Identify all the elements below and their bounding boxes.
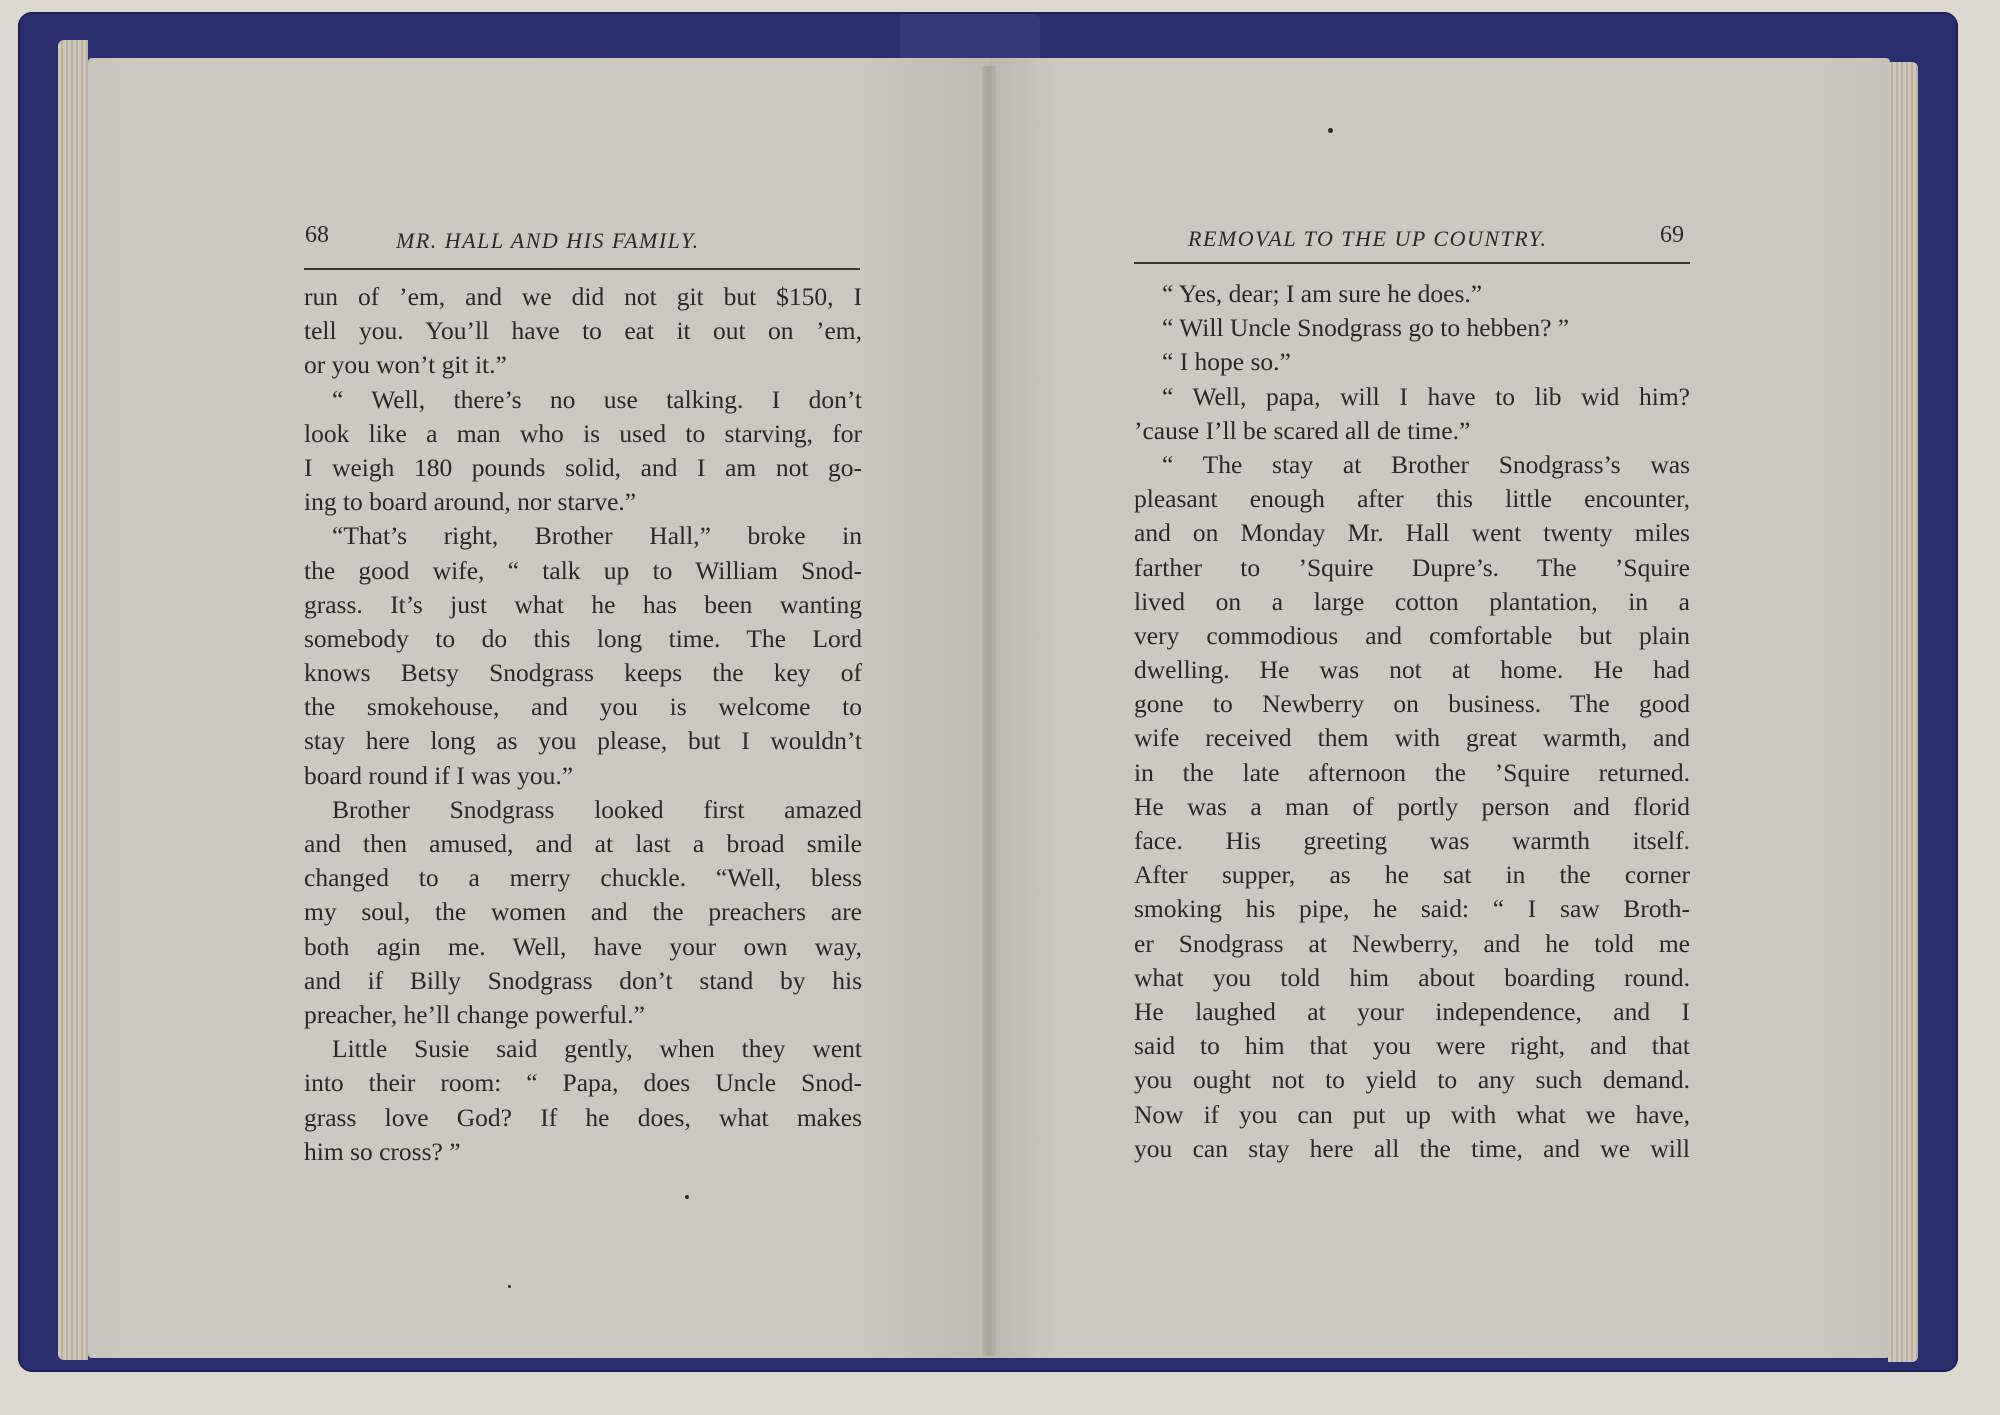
left-header-rule bbox=[304, 268, 860, 270]
text-line: and if Billy Snodgrass don’t stand by his bbox=[304, 965, 862, 995]
text-line: lived on a large cotton plantation, in a bbox=[1134, 586, 1690, 616]
text-line: stay here long as you please, but I wouldn’t bbox=[304, 726, 862, 756]
text-line: preacher, he’ll change powerful.” bbox=[304, 999, 645, 1029]
text-line: the good wife, “ talk up to William Snod- bbox=[304, 555, 862, 585]
text-line: gone to Newberry on business. The good bbox=[1134, 689, 1690, 719]
text-line: “ Will Uncle Snodgrass go to hebben? ” bbox=[1162, 313, 1570, 343]
library-stamp bbox=[1878, 410, 1902, 990]
text-line: both agin me. Well, have your own way, bbox=[304, 931, 862, 961]
text-line: “ Yes, dear; I am sure he does.” bbox=[1162, 279, 1483, 308]
text-line: look like a man who is used to starving, for bbox=[304, 418, 862, 448]
left-page-edges bbox=[58, 40, 88, 1360]
text-line: wife received them with great warmth, and bbox=[1134, 723, 1690, 753]
text-line: “ I hope so.” bbox=[1162, 347, 1291, 377]
text-line: said to him that you were right, and that bbox=[1134, 1031, 1690, 1061]
text-line: grass. It’s just what he has been wanting bbox=[304, 589, 862, 619]
text-line: knows Betsy Snodgrass keeps the key of bbox=[304, 658, 862, 688]
text-line: ing to board around, nor starve.” bbox=[304, 487, 637, 517]
text-line: into their room: “ Papa, does Uncle Snod- bbox=[304, 1068, 862, 1098]
text-line: him so cross? ” bbox=[304, 1136, 461, 1166]
text-line: run of ’em, and we did not git but $150, I bbox=[304, 282, 862, 311]
text-line: face. His greeting was warmth itself. bbox=[1134, 826, 1690, 855]
left-page-body bbox=[304, 280, 862, 1169]
right-page-number: 69 bbox=[1660, 222, 1684, 248]
text-line: and then amused, and at last a broad smile bbox=[304, 829, 862, 858]
text-line: board round if I was you.” bbox=[304, 760, 574, 790]
text-line: dwelling. He was not at home. He had bbox=[1134, 655, 1690, 685]
text-line: you can stay here all the time, and we will bbox=[1134, 1133, 1690, 1163]
text-line: you ought not to yield to any such demand. bbox=[1134, 1065, 1690, 1095]
left-running-head: MR. HALL AND HIS FAMILY. bbox=[396, 228, 700, 253]
text-line: “ Well, there’s no use talking. I don’t bbox=[332, 384, 862, 414]
text-line: or you won’t git it.” bbox=[304, 350, 507, 380]
text-line: He was a man of portly person and florid bbox=[1134, 791, 1690, 821]
text-line: ’cause I’ll be scared all de time.” bbox=[1134, 415, 1471, 445]
paper-speck bbox=[685, 1195, 689, 1199]
text-line: grass love God? If he does, what makes bbox=[304, 1102, 862, 1132]
text-line: “ Well, papa, will I have to lib wid him? bbox=[1162, 381, 1690, 411]
left-page-number: 68 bbox=[305, 222, 329, 248]
text-line: smoking his pipe, he said: “ I saw Broth- bbox=[1134, 894, 1690, 924]
text-line: He laughed at your independence, and I bbox=[1134, 996, 1690, 1026]
text-line: and on Monday Mr. Hall went twenty miles bbox=[1134, 518, 1690, 548]
right-running-head: REMOVAL TO THE UP COUNTRY. bbox=[1188, 226, 1548, 251]
text-line: very commodious and comfortable but plain bbox=[1134, 620, 1690, 650]
text-line: Now if you can put up with what we have, bbox=[1134, 1099, 1690, 1129]
gutter bbox=[982, 66, 996, 1356]
text-line: in the late afternoon the ’Squire returned. bbox=[1134, 757, 1690, 787]
right-header-rule bbox=[1134, 262, 1690, 264]
text-line: “That’s right, Brother Hall,” broke in bbox=[332, 521, 862, 551]
text-line: my soul, the women and the preachers are bbox=[304, 897, 862, 927]
text-line: what you told him about boarding round. bbox=[1134, 962, 1690, 992]
text-line: Brother Snodgrass looked first amazed bbox=[332, 794, 862, 824]
right-page-body bbox=[1134, 277, 1690, 1166]
text-line: “ The stay at Brother Snodgrass’s was bbox=[1162, 449, 1690, 479]
text-line: changed to a merry chuckle. “Well, bless bbox=[304, 863, 862, 893]
paper-speck bbox=[1328, 128, 1333, 133]
text-line: farther to ’Squire Dupre’s. The ’Squire bbox=[1134, 552, 1690, 582]
text-line: tell you. You’ll have to eat it out on ’em, bbox=[304, 316, 862, 346]
text-line: er Snodgrass at Newberry, and he told me bbox=[1134, 928, 1690, 958]
text-line: I weigh 180 pounds solid, and I am not go- bbox=[304, 452, 862, 482]
text-line: Little Susie said gently, when they went bbox=[332, 1034, 862, 1064]
text-line: After supper, as he sat in the corner bbox=[1134, 860, 1690, 890]
paper-speck bbox=[508, 1285, 511, 1288]
text-line: pleasant enough after this little encounter, bbox=[1134, 484, 1690, 514]
text-line: the smokehouse, and you is welcome to bbox=[304, 692, 862, 722]
text-line: somebody to do this long time. The Lord bbox=[304, 623, 862, 653]
